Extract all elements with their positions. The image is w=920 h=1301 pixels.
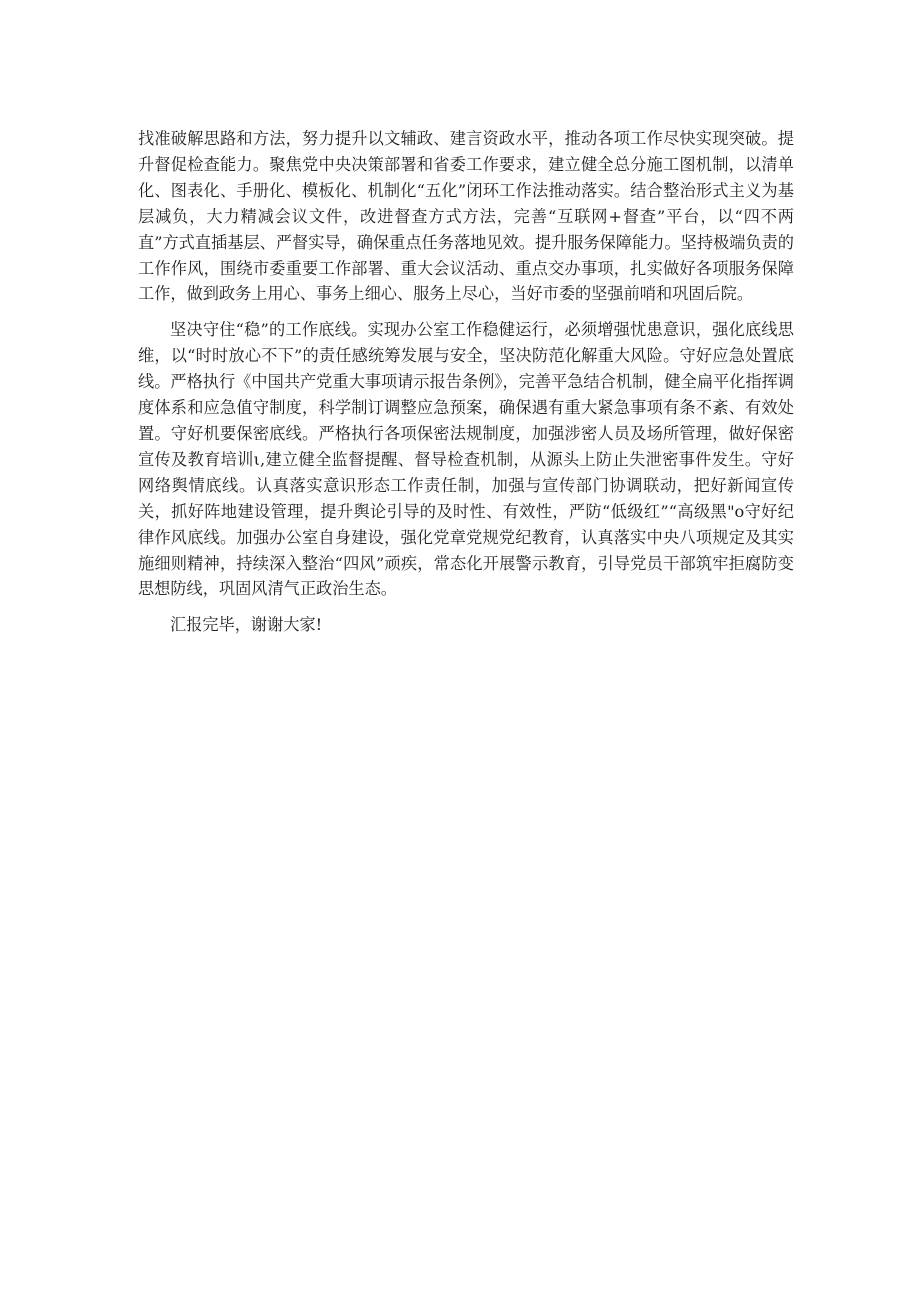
- paragraph-closing: 汇报完毕，谢谢大家!: [170, 615, 323, 635]
- paragraph-bottom-line: 坚决守住“稳”的工作底线。实现办公室工作稳健运行，必须增强忧患意识，强化底线思维，以“时时放心不下”的责任感统筹发展与安全，坚决防范化解重大风险。守好应急处置底线。严格执行《中国共产党重大事项请示报告条例》，完善平急结合机制，健全扁平化指挥调度体系和应急值守制度，科学制订调整应急预案，确保遇有重大紧急事项有条不紊、有效处置。守好机要保密底线。严格执行各项保密法规制度，加强涉密人员及场所管理，做好保密宣传及教育培训ι,建立健全监督提醒、督导检查机制，从源头上防止失泄密事件发生。守好网络舆情底线。认真落实意识形态工作责任制，加强与宣传部门协调联动，把好新闻宣传关，抓好阵地建设管理，提升舆论引导的及时性、有效性，严防“低级红”“高级黑"o守好纪律作风底线。加强办公室自身建设，强化党章党规党纪教育，认真落实中央八项规定及其实施细则精神，持续深入整治“四风”顽疾，常态化开展警示教育，引导党员干部筑牢拒腐防变思想防线，巩固风清气正政治生态。: [138, 320, 794, 599]
- paragraph-work-improvement: 找准破解思路和方法，努力提升以文辅政、建言资政水平，推动各项工作尽快实现突破。提升督促检查能力。聚焦党中央决策部署和省委工作要求，建立健全总分施工图机制，以清单化、图表化、手册化、模板化、机制化“五化”闭环工作法推动落实。结合整治形式主义为基层减负，大力精减会议文件，改进督查方式方法，完善“互联网+督查”平台，以“四不两直”方式直插基层、严督实导，确保重点任务落地见效。提升服务保障能力。坚持极端负责的工作作风，围绕市委重要工作部署、重大会议活动、重点交办事项，扎实做好各项服务保障工作，做到政务上用心、事务上细心、服务上尽心，当好市委的坚强前哨和巩固后院。: [138, 129, 794, 304]
- document-body: [138, 126, 794, 638]
